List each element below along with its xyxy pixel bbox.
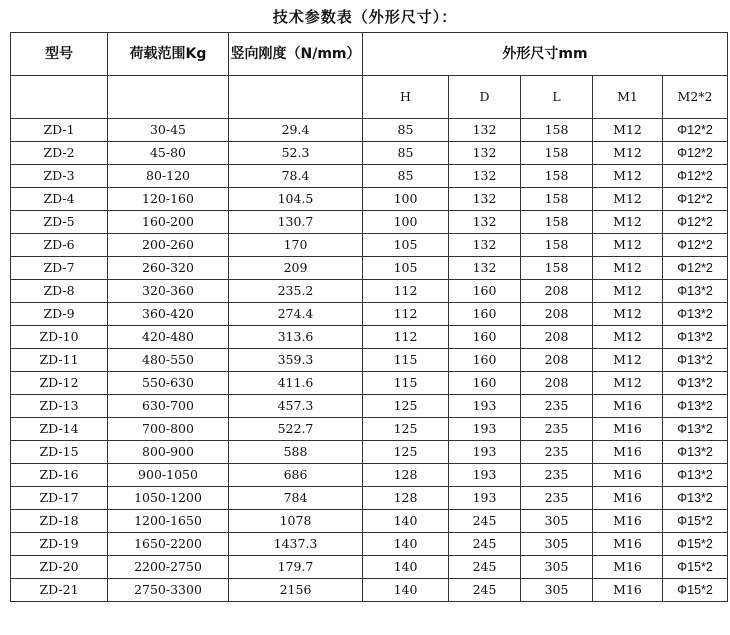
cell-h: 128 — [363, 464, 449, 487]
table-row — [11, 418, 728, 441]
cell-d: 160 — [449, 303, 521, 326]
cell-load-range: 420-480 — [108, 326, 229, 349]
cell-d: 160 — [449, 349, 521, 372]
cell-d: 132 — [449, 234, 521, 257]
subheader-blank — [108, 76, 229, 119]
cell-stiffness: 2156 — [229, 579, 363, 602]
table-row — [11, 395, 728, 418]
table-row — [11, 257, 728, 280]
table-row — [11, 165, 728, 188]
cell-stiffness: 359.3 — [229, 349, 363, 372]
cell-load-range: 630-700 — [108, 395, 229, 418]
cell-model: ZD-10 — [11, 326, 108, 349]
cell-model: ZD-17 — [11, 487, 108, 510]
table-row — [11, 142, 728, 165]
cell-d: 193 — [449, 418, 521, 441]
cell-d: 132 — [449, 119, 521, 142]
cell-model: ZD-4 — [11, 188, 108, 211]
cell-h: 140 — [363, 579, 449, 602]
cell-m2: Φ13*2 — [663, 372, 728, 395]
cell-d: 193 — [449, 487, 521, 510]
cell-model: ZD-9 — [11, 303, 108, 326]
header-load-range: 荷载范围Kg — [108, 33, 229, 76]
cell-m2: Φ12*2 — [663, 119, 728, 142]
spec-table — [10, 32, 728, 602]
subheader-d: D — [449, 76, 521, 119]
cell-h: 125 — [363, 395, 449, 418]
cell-model: ZD-8 — [11, 280, 108, 303]
cell-m1: M16 — [593, 510, 663, 533]
cell-l: 235 — [521, 441, 593, 464]
table-row — [11, 556, 728, 579]
table-row — [11, 211, 728, 234]
cell-load-range: 1200-1650 — [108, 510, 229, 533]
cell-load-range: 1050-1200 — [108, 487, 229, 510]
cell-m2: Φ12*2 — [663, 211, 728, 234]
cell-model: ZD-18 — [11, 510, 108, 533]
table-row — [11, 234, 728, 257]
cell-d: 132 — [449, 257, 521, 280]
cell-m2: Φ13*2 — [663, 418, 728, 441]
cell-d: 160 — [449, 280, 521, 303]
cell-model: ZD-2 — [11, 142, 108, 165]
cell-h: 85 — [363, 165, 449, 188]
cell-l: 235 — [521, 395, 593, 418]
spec-table-body — [11, 33, 728, 602]
cell-load-range: 320-360 — [108, 280, 229, 303]
cell-l: 158 — [521, 234, 593, 257]
cell-m2: Φ15*2 — [663, 533, 728, 556]
cell-m2: Φ13*2 — [663, 280, 728, 303]
cell-stiffness: 274.4 — [229, 303, 363, 326]
cell-d: 132 — [449, 211, 521, 234]
cell-m1: M12 — [593, 349, 663, 372]
cell-stiffness: 170 — [229, 234, 363, 257]
cell-m1: M16 — [593, 533, 663, 556]
cell-l: 208 — [521, 372, 593, 395]
cell-h: 115 — [363, 349, 449, 372]
cell-l: 305 — [521, 556, 593, 579]
cell-load-range: 360-420 — [108, 303, 229, 326]
cell-model: ZD-15 — [11, 441, 108, 464]
cell-m2: Φ13*2 — [663, 326, 728, 349]
table-row — [11, 487, 728, 510]
cell-load-range: 800-900 — [108, 441, 229, 464]
table-row — [11, 372, 728, 395]
cell-model: ZD-13 — [11, 395, 108, 418]
cell-m2: Φ12*2 — [663, 142, 728, 165]
cell-m1: M12 — [593, 326, 663, 349]
cell-l: 158 — [521, 119, 593, 142]
cell-stiffness: 209 — [229, 257, 363, 280]
cell-stiffness: 588 — [229, 441, 363, 464]
cell-l: 158 — [521, 188, 593, 211]
table-row — [11, 119, 728, 142]
header-row — [11, 33, 728, 76]
header-dimensions: 外形尺寸mm — [363, 33, 728, 76]
cell-m1: M12 — [593, 372, 663, 395]
table-row — [11, 326, 728, 349]
cell-m1: M12 — [593, 211, 663, 234]
table-row — [11, 349, 728, 372]
subheader-m1: M1 — [593, 76, 663, 119]
cell-d: 132 — [449, 142, 521, 165]
cell-stiffness: 235.2 — [229, 280, 363, 303]
cell-stiffness: 784 — [229, 487, 363, 510]
cell-m1: M16 — [593, 418, 663, 441]
cell-h: 115 — [363, 372, 449, 395]
subheader-blank — [11, 76, 108, 119]
subheader-m2: M2*2 — [663, 76, 728, 119]
cell-model: ZD-12 — [11, 372, 108, 395]
cell-load-range: 200-260 — [108, 234, 229, 257]
cell-m2: Φ15*2 — [663, 510, 728, 533]
cell-m1: M16 — [593, 556, 663, 579]
cell-m1: M12 — [593, 119, 663, 142]
cell-h: 112 — [363, 303, 449, 326]
cell-stiffness: 52.3 — [229, 142, 363, 165]
cell-load-range: 480-550 — [108, 349, 229, 372]
cell-model: ZD-7 — [11, 257, 108, 280]
cell-model: ZD-1 — [11, 119, 108, 142]
cell-m2: Φ13*2 — [663, 349, 728, 372]
cell-stiffness: 104.5 — [229, 188, 363, 211]
subheader-l: L — [521, 76, 593, 119]
cell-l: 158 — [521, 211, 593, 234]
cell-l: 158 — [521, 165, 593, 188]
cell-m2: Φ12*2 — [663, 257, 728, 280]
cell-l: 208 — [521, 326, 593, 349]
cell-m2: Φ12*2 — [663, 188, 728, 211]
cell-h: 100 — [363, 188, 449, 211]
subheader-row — [11, 76, 728, 119]
cell-m1: M16 — [593, 441, 663, 464]
cell-h: 125 — [363, 441, 449, 464]
cell-l: 305 — [521, 533, 593, 556]
cell-l: 158 — [521, 257, 593, 280]
cell-load-range: 160-200 — [108, 211, 229, 234]
cell-h: 112 — [363, 280, 449, 303]
cell-l: 208 — [521, 280, 593, 303]
cell-l: 208 — [521, 349, 593, 372]
cell-stiffness: 78.4 — [229, 165, 363, 188]
cell-stiffness: 1078 — [229, 510, 363, 533]
cell-load-range: 260-320 — [108, 257, 229, 280]
cell-m2: Φ13*2 — [663, 441, 728, 464]
table-row — [11, 533, 728, 556]
cell-m2: Φ13*2 — [663, 303, 728, 326]
table-row — [11, 280, 728, 303]
cell-m2: Φ13*2 — [663, 487, 728, 510]
cell-h: 85 — [363, 142, 449, 165]
cell-model: ZD-11 — [11, 349, 108, 372]
cell-h: 100 — [363, 211, 449, 234]
table-row — [11, 188, 728, 211]
cell-stiffness: 313.6 — [229, 326, 363, 349]
cell-load-range: 45-80 — [108, 142, 229, 165]
cell-load-range: 1650-2200 — [108, 533, 229, 556]
cell-load-range: 120-160 — [108, 188, 229, 211]
cell-h: 125 — [363, 418, 449, 441]
cell-m1: M12 — [593, 234, 663, 257]
cell-d: 245 — [449, 579, 521, 602]
cell-m2: Φ12*2 — [663, 165, 728, 188]
cell-h: 105 — [363, 234, 449, 257]
cell-model: ZD-5 — [11, 211, 108, 234]
cell-m1: M16 — [593, 464, 663, 487]
cell-d: 193 — [449, 395, 521, 418]
cell-d: 160 — [449, 372, 521, 395]
cell-m2: Φ15*2 — [663, 556, 728, 579]
header-model: 型号 — [11, 33, 108, 76]
header-stiffness: 竖向刚度（N/mm） — [229, 33, 363, 76]
cell-d: 245 — [449, 556, 521, 579]
cell-m1: M16 — [593, 487, 663, 510]
cell-h: 105 — [363, 257, 449, 280]
cell-h: 140 — [363, 533, 449, 556]
cell-l: 208 — [521, 303, 593, 326]
cell-m2: Φ15*2 — [663, 579, 728, 602]
cell-m1: M12 — [593, 303, 663, 326]
cell-load-range: 700-800 — [108, 418, 229, 441]
cell-h: 112 — [363, 326, 449, 349]
cell-m1: M12 — [593, 165, 663, 188]
cell-load-range: 900-1050 — [108, 464, 229, 487]
cell-load-range: 30-45 — [108, 119, 229, 142]
cell-load-range: 2200-2750 — [108, 556, 229, 579]
cell-model: ZD-6 — [11, 234, 108, 257]
cell-m2: Φ13*2 — [663, 395, 728, 418]
cell-model: ZD-20 — [11, 556, 108, 579]
cell-m1: M12 — [593, 142, 663, 165]
cell-d: 160 — [449, 326, 521, 349]
cell-l: 158 — [521, 142, 593, 165]
cell-m1: M12 — [593, 188, 663, 211]
cell-load-range: 550-630 — [108, 372, 229, 395]
table-row — [11, 579, 728, 602]
cell-l: 235 — [521, 418, 593, 441]
cell-stiffness: 179.7 — [229, 556, 363, 579]
table-row — [11, 441, 728, 464]
cell-stiffness: 29.4 — [229, 119, 363, 142]
cell-l: 235 — [521, 464, 593, 487]
cell-m2: Φ12*2 — [663, 234, 728, 257]
cell-stiffness: 130.7 — [229, 211, 363, 234]
cell-h: 85 — [363, 119, 449, 142]
cell-l: 305 — [521, 579, 593, 602]
table-title: 技术参数表（外形尺寸）： — [272, 8, 458, 26]
cell-load-range: 2750-3300 — [108, 579, 229, 602]
cell-stiffness: 522.7 — [229, 418, 363, 441]
cell-m1: M16 — [593, 579, 663, 602]
cell-m2: Φ13*2 — [663, 464, 728, 487]
cell-d: 193 — [449, 464, 521, 487]
cell-d: 245 — [449, 510, 521, 533]
cell-stiffness: 1437.3 — [229, 533, 363, 556]
table-row — [11, 464, 728, 487]
cell-load-range: 80-120 — [108, 165, 229, 188]
subheader-blank — [229, 76, 363, 119]
cell-d: 132 — [449, 188, 521, 211]
cell-m1: M12 — [593, 280, 663, 303]
cell-d: 245 — [449, 533, 521, 556]
cell-model: ZD-16 — [11, 464, 108, 487]
cell-model: ZD-3 — [11, 165, 108, 188]
cell-l: 305 — [521, 510, 593, 533]
cell-stiffness: 686 — [229, 464, 363, 487]
cell-h: 140 — [363, 510, 449, 533]
cell-h: 128 — [363, 487, 449, 510]
cell-h: 140 — [363, 556, 449, 579]
cell-m1: M12 — [593, 257, 663, 280]
table-row — [11, 510, 728, 533]
cell-m1: M16 — [593, 395, 663, 418]
cell-model: ZD-19 — [11, 533, 108, 556]
cell-model: ZD-21 — [11, 579, 108, 602]
table-row — [11, 303, 728, 326]
cell-d: 193 — [449, 441, 521, 464]
cell-l: 235 — [521, 487, 593, 510]
cell-d: 132 — [449, 165, 521, 188]
cell-stiffness: 457.3 — [229, 395, 363, 418]
cell-model: ZD-14 — [11, 418, 108, 441]
cell-stiffness: 411.6 — [229, 372, 363, 395]
subheader-h: H — [363, 76, 449, 119]
